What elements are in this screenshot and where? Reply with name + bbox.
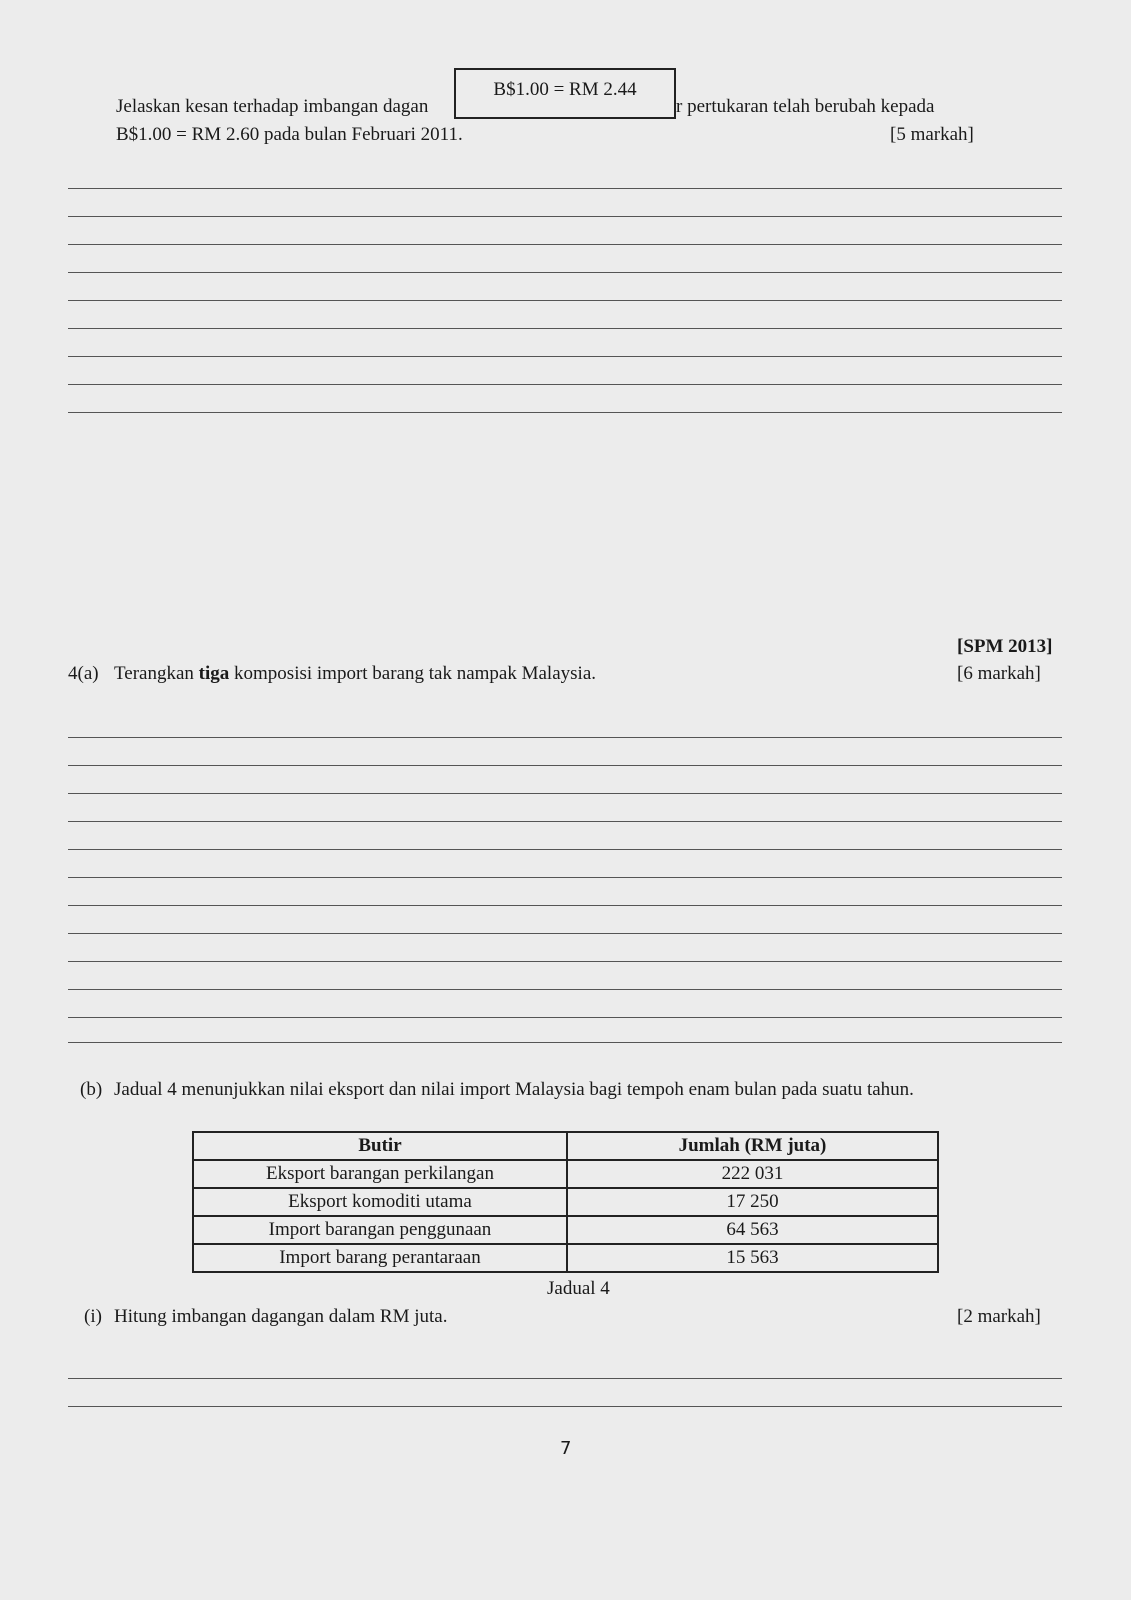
source-label: [SPM 2013] [957, 636, 1053, 657]
table-cell-item: Eksport barangan perkilangan [193, 1160, 567, 1188]
q4a-marks: [6 markah] [957, 663, 1041, 684]
q4b-number: (b) [80, 1079, 103, 1100]
answer-line[interactable] [68, 216, 1062, 217]
q4a-number: 4(a) [68, 663, 99, 684]
answer-line[interactable] [68, 356, 1062, 357]
answer-line[interactable] [68, 765, 1062, 766]
answer-line[interactable] [68, 384, 1062, 385]
answer-line[interactable] [68, 793, 1062, 794]
q3-line1-left: Jelaskan kesan terhadap imbangan dagan [116, 96, 429, 117]
q4b-text: Jadual 4 menunjukkan nilai eksport dan nilai import Malaysia bagi tempoh enam bulan pada suatu tahun. [114, 1079, 914, 1100]
q3-marks: [5 markah] [890, 124, 974, 145]
jadual-4-table [192, 1131, 939, 1273]
answer-line[interactable] [68, 905, 1062, 906]
table-header-butir: Butir [193, 1132, 567, 1160]
answer-line[interactable] [68, 300, 1062, 301]
table-cell-item: Eksport komoditi utama [193, 1188, 567, 1216]
table-cell-value: 222 031 [567, 1160, 938, 1188]
table-cell-item: Import barang perantaraan [193, 1244, 567, 1272]
answer-line[interactable] [68, 849, 1062, 850]
answer-line[interactable] [68, 1378, 1062, 1379]
answer-line[interactable] [68, 272, 1062, 273]
table-caption: Jadual 4 [547, 1278, 610, 1299]
answer-line[interactable] [68, 412, 1062, 413]
q3-line1-right: r pertukaran telah berubah kepada [676, 96, 935, 117]
answer-line[interactable] [68, 1042, 1062, 1043]
table-row [193, 1188, 938, 1216]
answer-line[interactable] [68, 244, 1062, 245]
answer-line[interactable] [68, 328, 1062, 329]
answer-line[interactable] [68, 1406, 1062, 1407]
q3-line2: B$1.00 = RM 2.60 pada bulan Februari 2011. [116, 124, 463, 145]
table-cell-item: Import barangan penggunaan [193, 1216, 567, 1244]
answer-line[interactable] [68, 1017, 1062, 1018]
q4bi-number: (i) [84, 1306, 102, 1327]
q4a-text-before: Terangkan [114, 663, 194, 684]
q4bi-text: Hitung imbangan dagangan dalam RM juta. [114, 1306, 448, 1327]
answer-line[interactable] [68, 933, 1062, 934]
exchange-rate-box: B$1.00 = RM 2.44 [454, 68, 676, 119]
table-cell-value: 15 563 [567, 1244, 938, 1272]
table-header-row [193, 1132, 938, 1160]
table-row [193, 1160, 938, 1188]
table-cell-value: 64 563 [567, 1216, 938, 1244]
page-number: 7 [560, 1438, 572, 1459]
answer-line[interactable] [68, 961, 1062, 962]
q4a-text-after: komposisi import barang tak nampak Malaysia. [234, 663, 596, 684]
answer-line[interactable] [68, 877, 1062, 878]
table-cell-value: 17 250 [567, 1188, 938, 1216]
answer-line[interactable] [68, 188, 1062, 189]
table-row [193, 1216, 938, 1244]
q4a-text [114, 663, 596, 685]
q4a-text-bold: tiga [198, 663, 230, 684]
answer-line[interactable] [68, 737, 1062, 738]
answer-line[interactable] [68, 989, 1062, 990]
table-header-jumlah: Jumlah (RM juta) [567, 1132, 938, 1160]
table-row [193, 1244, 938, 1272]
answer-line[interactable] [68, 821, 1062, 822]
q4bi-marks: [2 markah] [957, 1306, 1041, 1327]
